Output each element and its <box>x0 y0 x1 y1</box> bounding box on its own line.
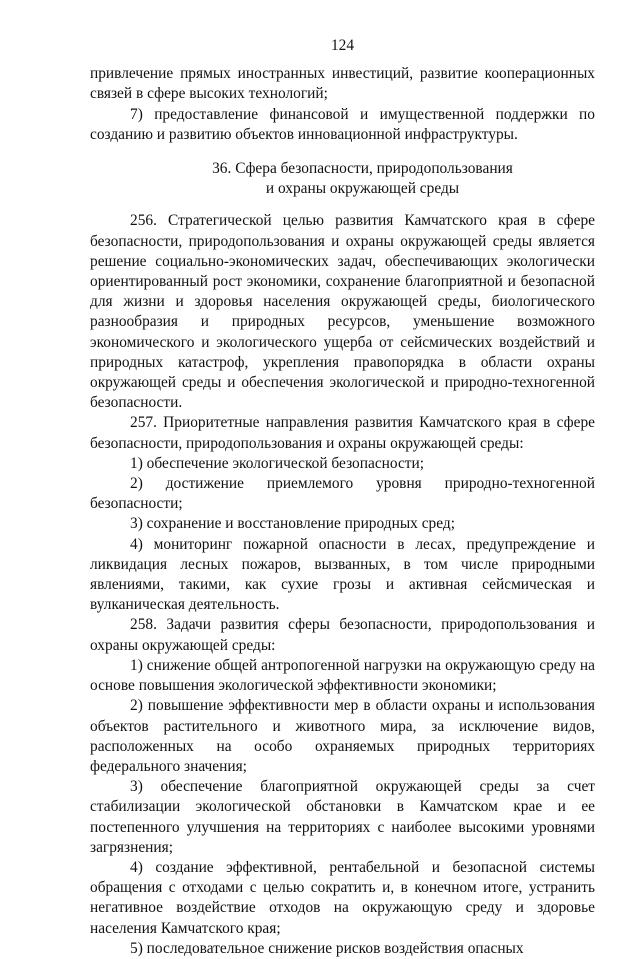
section-heading-line-1: 36. Сфера безопасности, природопользования <box>212 160 513 178</box>
paragraph-257: 257. Приоритетные направления развития Камчатского края в сфере безопасности, природопользования и охраны окружающей среды: <box>90 414 595 452</box>
section-heading-line-2: и охраны окружающей среды <box>265 180 460 198</box>
page-number: 124 <box>330 37 355 54</box>
list-item-258-1: 1) снижение общей антропогенной нагрузки на окружающую среду на основе повышения экологической эффективности экономики; <box>90 656 595 695</box>
list-item-258-2: 2) повышение эффективности мер в области охраны и использования объектов растительного и животного мира, за исключение видов, расположенных на особо охраняемых природных территориях федерального значения; <box>90 697 595 775</box>
list-item-257-2: 2) достижение приемлемого уровня природно-техногенной безопасности; <box>90 475 595 513</box>
list-item-258-3: 3) обеспечение благоприятной окружающей среды за счет стабилизации экологической обстановки в Камчатском крае и ее постепенного улучшения на территориях с наиболее высокими уровнями загрязнения; <box>90 778 595 856</box>
list-item-258-4: 4) создание эффективной, рентабельной и безопасной системы обращения с отходами с целью сократить и, в конечном итоге, устранить негативное воздействие отходов на окружающую среду и здоровье населения Камчатского края; <box>90 858 595 937</box>
list-item-257-4: 4) мониторинг пожарной опасности в лесах, предупреждение и ликвидация лесных пожаров, вызванных, в том числе природными явлениями, такими, как сухие грозы и активная сейсмическая и вулканическая деятельность. <box>90 535 595 614</box>
list-item-7: 7) предоставление финансовой и имущественной поддержки по созданию и развитию объектов инновационной инфраструктуры. <box>90 105 595 143</box>
paragraph-continuation: привлечение прямых иностранных инвестиций, развитие кооперационных связей в сфере высоких технологий; <box>90 65 595 103</box>
section-heading <box>90 159 595 199</box>
paragraph-256: 256. Стратегической целью развития Камчатского края в сфере безопасности, природопользования и охраны окружающей среды является решение социально-экономических задач, обеспечивающих экологически ориентированный рост экономики, сохранение благоприятной и безопасной для жизни и здоровья населения окружающей среды, биологического разнообразия и природных ресурсов, уменьшение возможного экономического и экологического ущерба от сейсмических воздействий и природных катастроф, укрепления правопорядка в области охраны окружающей среды и обеспечения экологической и природно-техногенной безопасности. <box>90 212 595 412</box>
list-item-257-1: 1) обеспечение экологической безопасности; <box>130 454 425 472</box>
paragraph-258: 258. Задачи развития сферы безопасности, природопользования и охраны окружающей среды: <box>90 616 595 654</box>
list-item-257-3: 3) сохранение и восстановление природных сред; <box>130 515 455 533</box>
document-page <box>90 36 595 959</box>
list-item-258-5: 5) последовательное снижение рисков воздействия опасных <box>130 939 524 957</box>
